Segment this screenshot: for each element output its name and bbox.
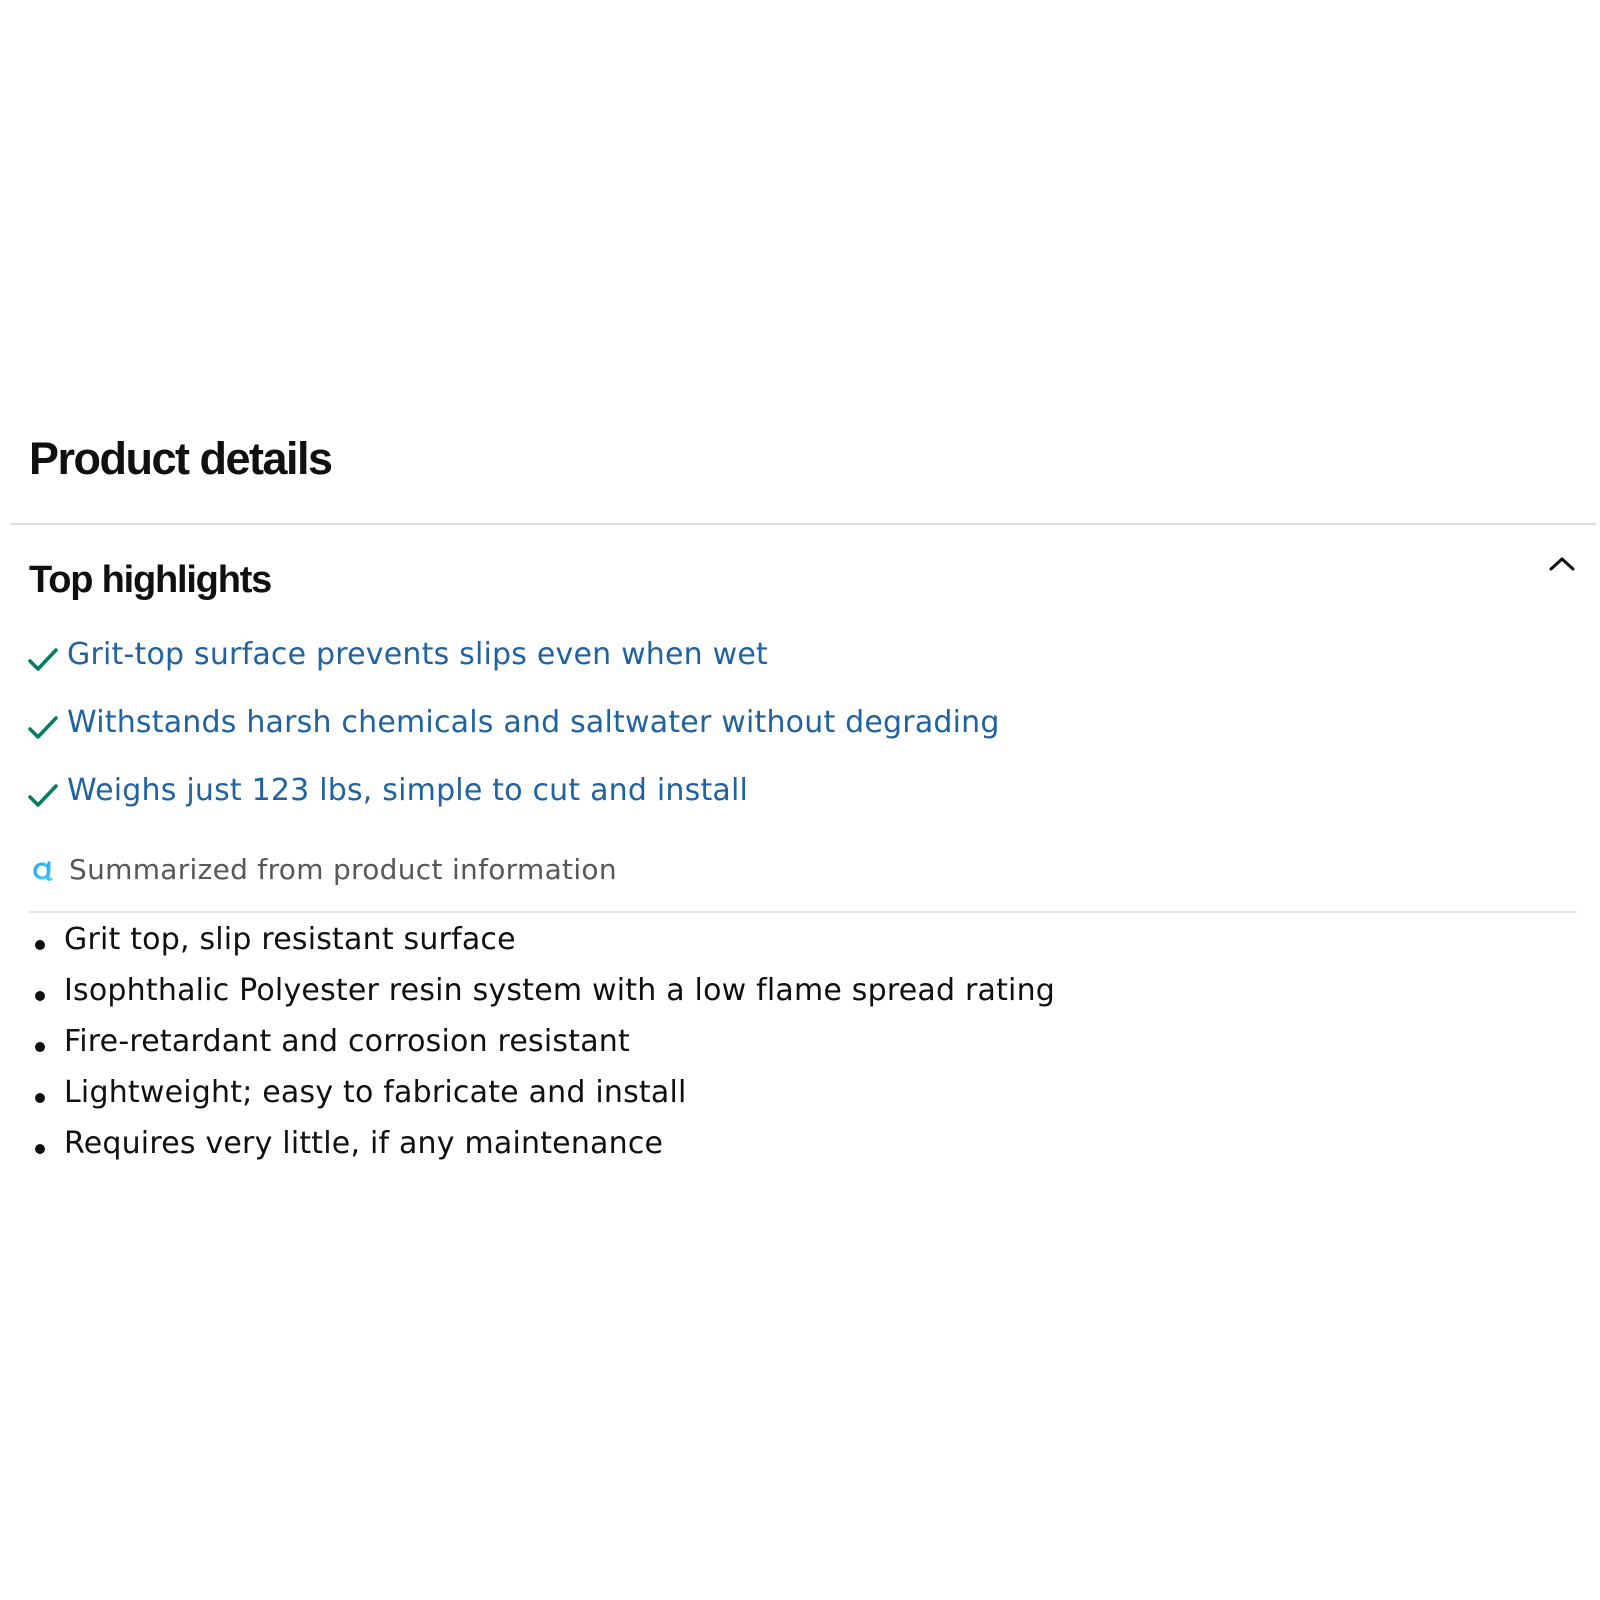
check-icon [27, 780, 59, 812]
highlight-text: Withstands harsh chemicals and saltwater without degrading [67, 705, 1000, 740]
bullet-text: Lightweight; easy to fabricate and install [64, 1075, 687, 1110]
list-item [29, 973, 1056, 1027]
title-divider [10, 523, 1596, 525]
highlight-text: Weighs just 123 lbs, simple to cut and install [67, 773, 749, 808]
chevron-up-icon[interactable] [1540, 557, 1584, 601]
top-highlights-title: Top highlights [29, 559, 272, 601]
highlight-text: Grit-top surface prevents slips even when wet [67, 637, 768, 672]
highlight-item [27, 773, 1000, 844]
bullet-text: Isophthalic Polyester resin system with a low flame spread rating [64, 973, 1056, 1008]
summary-divider [29, 911, 1577, 913]
summary-note [31, 852, 617, 888]
bullet-icon [35, 1093, 45, 1103]
top-highlights-header[interactable] [29, 557, 1584, 607]
bullet-text: Grit top, slip resistant surface [64, 922, 516, 957]
list-item [29, 1075, 1055, 1129]
product-bullets-list [29, 922, 1056, 1180]
bullet-text: Requires very little, if any maintenance [64, 1126, 664, 1161]
check-icon [27, 712, 59, 744]
bullet-icon [35, 991, 45, 1001]
bullet-icon [35, 1144, 45, 1154]
bullet-icon [35, 1042, 45, 1052]
list-item [29, 922, 1055, 976]
top-highlights-list [27, 637, 1000, 844]
highlight-item [27, 705, 1000, 776]
list-item [29, 1024, 1055, 1078]
ai-summary-icon [31, 857, 57, 883]
highlight-item [27, 637, 1000, 708]
summary-text: Summarized from product information [69, 853, 617, 886]
page-title: Product details [29, 433, 332, 484]
check-icon [27, 644, 59, 676]
bullet-text: Fire-retardant and corrosion resistant [64, 1024, 630, 1059]
bullet-icon [35, 940, 45, 950]
list-item [29, 1126, 1055, 1180]
